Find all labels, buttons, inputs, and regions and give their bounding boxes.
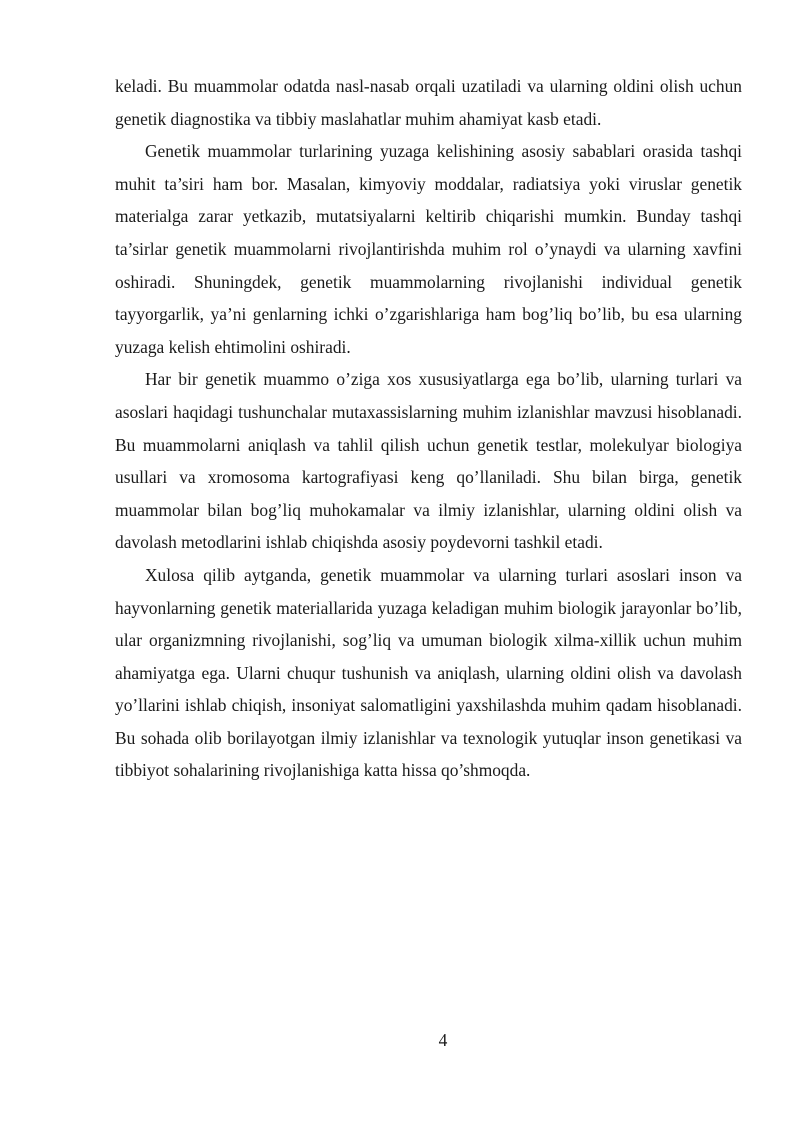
paragraph-continued: keladi. Bu muammolar odatda nasl-nasab orqali uzatiladi va ularning oldini olish uchun genetik diagnostika va tibbiy maslahatlar muhim ahamiyat kasb etadi. xyxy=(115,76,742,129)
document-body xyxy=(115,70,742,787)
page-number: 4 xyxy=(438,1030,448,1050)
paragraph-conclusion: Xulosa qilib aytganda, genetik muammolar va ularning turlari asoslari inson va hayvonlarning genetik materiallarida yuzaga keladigan muhim biologik jarayonlar bo’lib, ular organizmning rivojlanishi, sog’liq va umuman biologik xilma-xillik uchun muhim ahamiyatga ega. Ularni chuqur tushunish va aniqlash, ularning oldini olish va davolash yo’llarini ishlab chiqish, insoniyat salomatligini yaxshilashda muhim qadam hisoblanadi. Bu sohada olib borilayotgan ilmiy izlanishlar va texnologik yutuqlar inson genetikasi va tibbiyot sohalarining rivojlanishiga katta hissa qo’shmoqda. xyxy=(115,564,742,781)
paragraph-features: Har bir genetik muammo o’ziga xos xususiyatlarga ega bo’lib, ularning turlari va asoslari haqidagi tushunchalar mutaxassislarning muhim izlanishlar mavzusi hisoblanadi. Bu muammolarni aniqlash va tahlil qilish uchun genetik testlar, molekulyar biologiya usullari va xromosoma kartografiyasi keng qo’llaniladi. Shu bilan birga, genetik muammolar bilan bog’liq muhokamalar va ilmiy izlanishlar, ularning oldini olish va davolash metodlarini ishlab chiqishda asosiy poydevorni tashkil etadi. xyxy=(115,369,742,553)
paragraph-causes: Genetik muammolar turlarining yuzaga kelishining asosiy sabablari orasida tashqi muhit ta’siri ham bor. Masalan, kimyoviy moddalar, radiatsiya yoki viruslar genetik materialga zarar yetkazib, mutatsiyalarni keltirib chiqarishi mumkin. Bunday tashqi ta’sirlar genetik muammolarni rivojlantirishda muhim rol o’ynaydi va ularning xavfini oshiradi. Shuningdek, genetik muammolarning rivojlanishi individual genetik tayyorgarlik, ya’ni genlarning ichki o’zgarishlariga ham bog’liq bo’lib, bu esa ularning yuzaga kelish ehtimolini oshiradi. xyxy=(115,141,742,357)
